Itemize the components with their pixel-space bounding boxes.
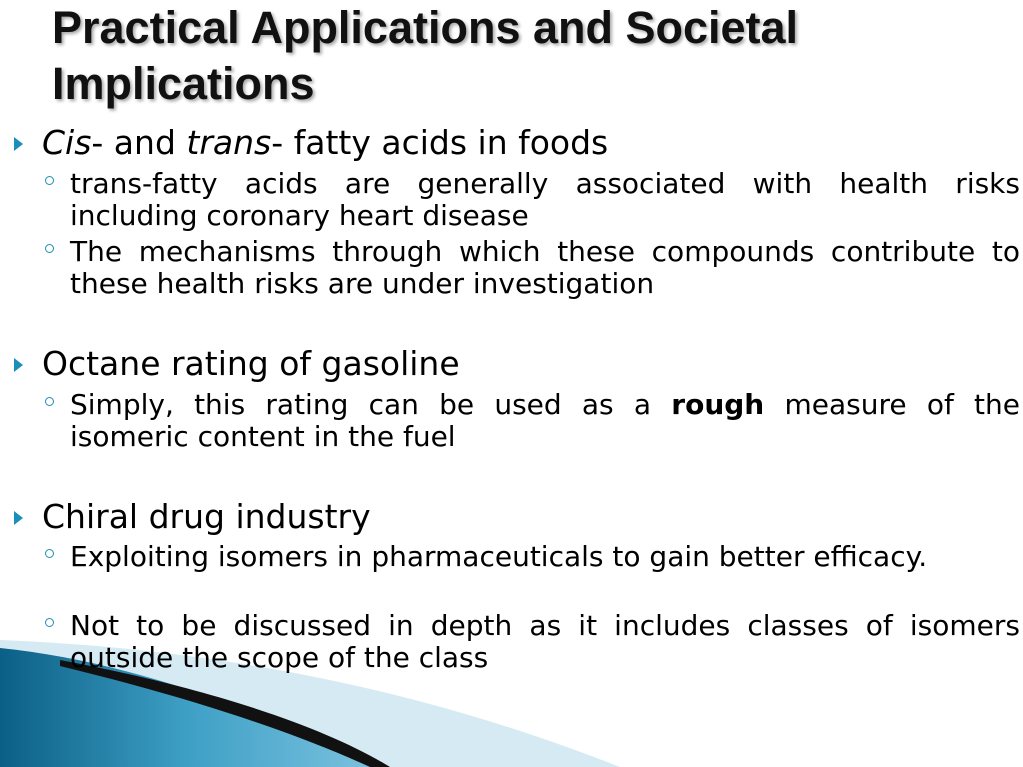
triangle-bullet-icon xyxy=(14,511,23,525)
bullet-octane-rating xyxy=(70,389,1020,453)
heading-and: - and xyxy=(91,123,187,162)
section-heading-chiral xyxy=(42,497,1002,537)
bullet-not-discussed xyxy=(70,610,1020,674)
circle-bullet-icon xyxy=(45,618,54,627)
circle-bullet-icon xyxy=(45,244,54,253)
bullet-text: Not to be discussed in depth as it includes classes of isomers outside the scope of the class xyxy=(70,609,1020,674)
triangle-bullet-icon xyxy=(14,137,23,151)
heading-trans: trans xyxy=(186,123,272,162)
heading-text: Octane rating of gasoline xyxy=(42,344,460,383)
bullet-text-after: measure of the isomeric content in the fuel xyxy=(70,388,1020,453)
circle-bullet-icon xyxy=(45,176,54,185)
heading-cis: Cis xyxy=(42,123,92,162)
circle-bullet-icon xyxy=(45,549,54,558)
bullet-exploiting-isomers xyxy=(70,541,1020,573)
section-heading-fatty-acids xyxy=(42,123,1002,163)
circle-bullet-icon xyxy=(45,397,54,406)
bullet-mechanisms xyxy=(70,236,1020,300)
bullet-trans-fatty-acids xyxy=(70,168,1020,232)
heading-text: Chiral drug industry xyxy=(42,497,371,536)
bullet-text-bold: rough xyxy=(671,388,765,421)
triangle-bullet-icon xyxy=(14,358,23,372)
section-heading-octane xyxy=(42,344,1002,384)
bullet-text: Exploiting isomers in pharmaceuticals to gain better efficacy. xyxy=(70,540,928,573)
bullet-text-before: Simply, this rating can be used as a xyxy=(70,388,672,421)
bullet-text: The mechanisms through which these compounds contribute to these health risks are under investigation xyxy=(70,235,1020,300)
heading-rest: - fatty acids in foods xyxy=(271,123,609,162)
bullet-text: trans-fatty acids are generally associated with health risks including coronary heart disease xyxy=(70,167,1020,232)
slide-title: Practical Applications and Societal Implications xyxy=(52,2,799,109)
